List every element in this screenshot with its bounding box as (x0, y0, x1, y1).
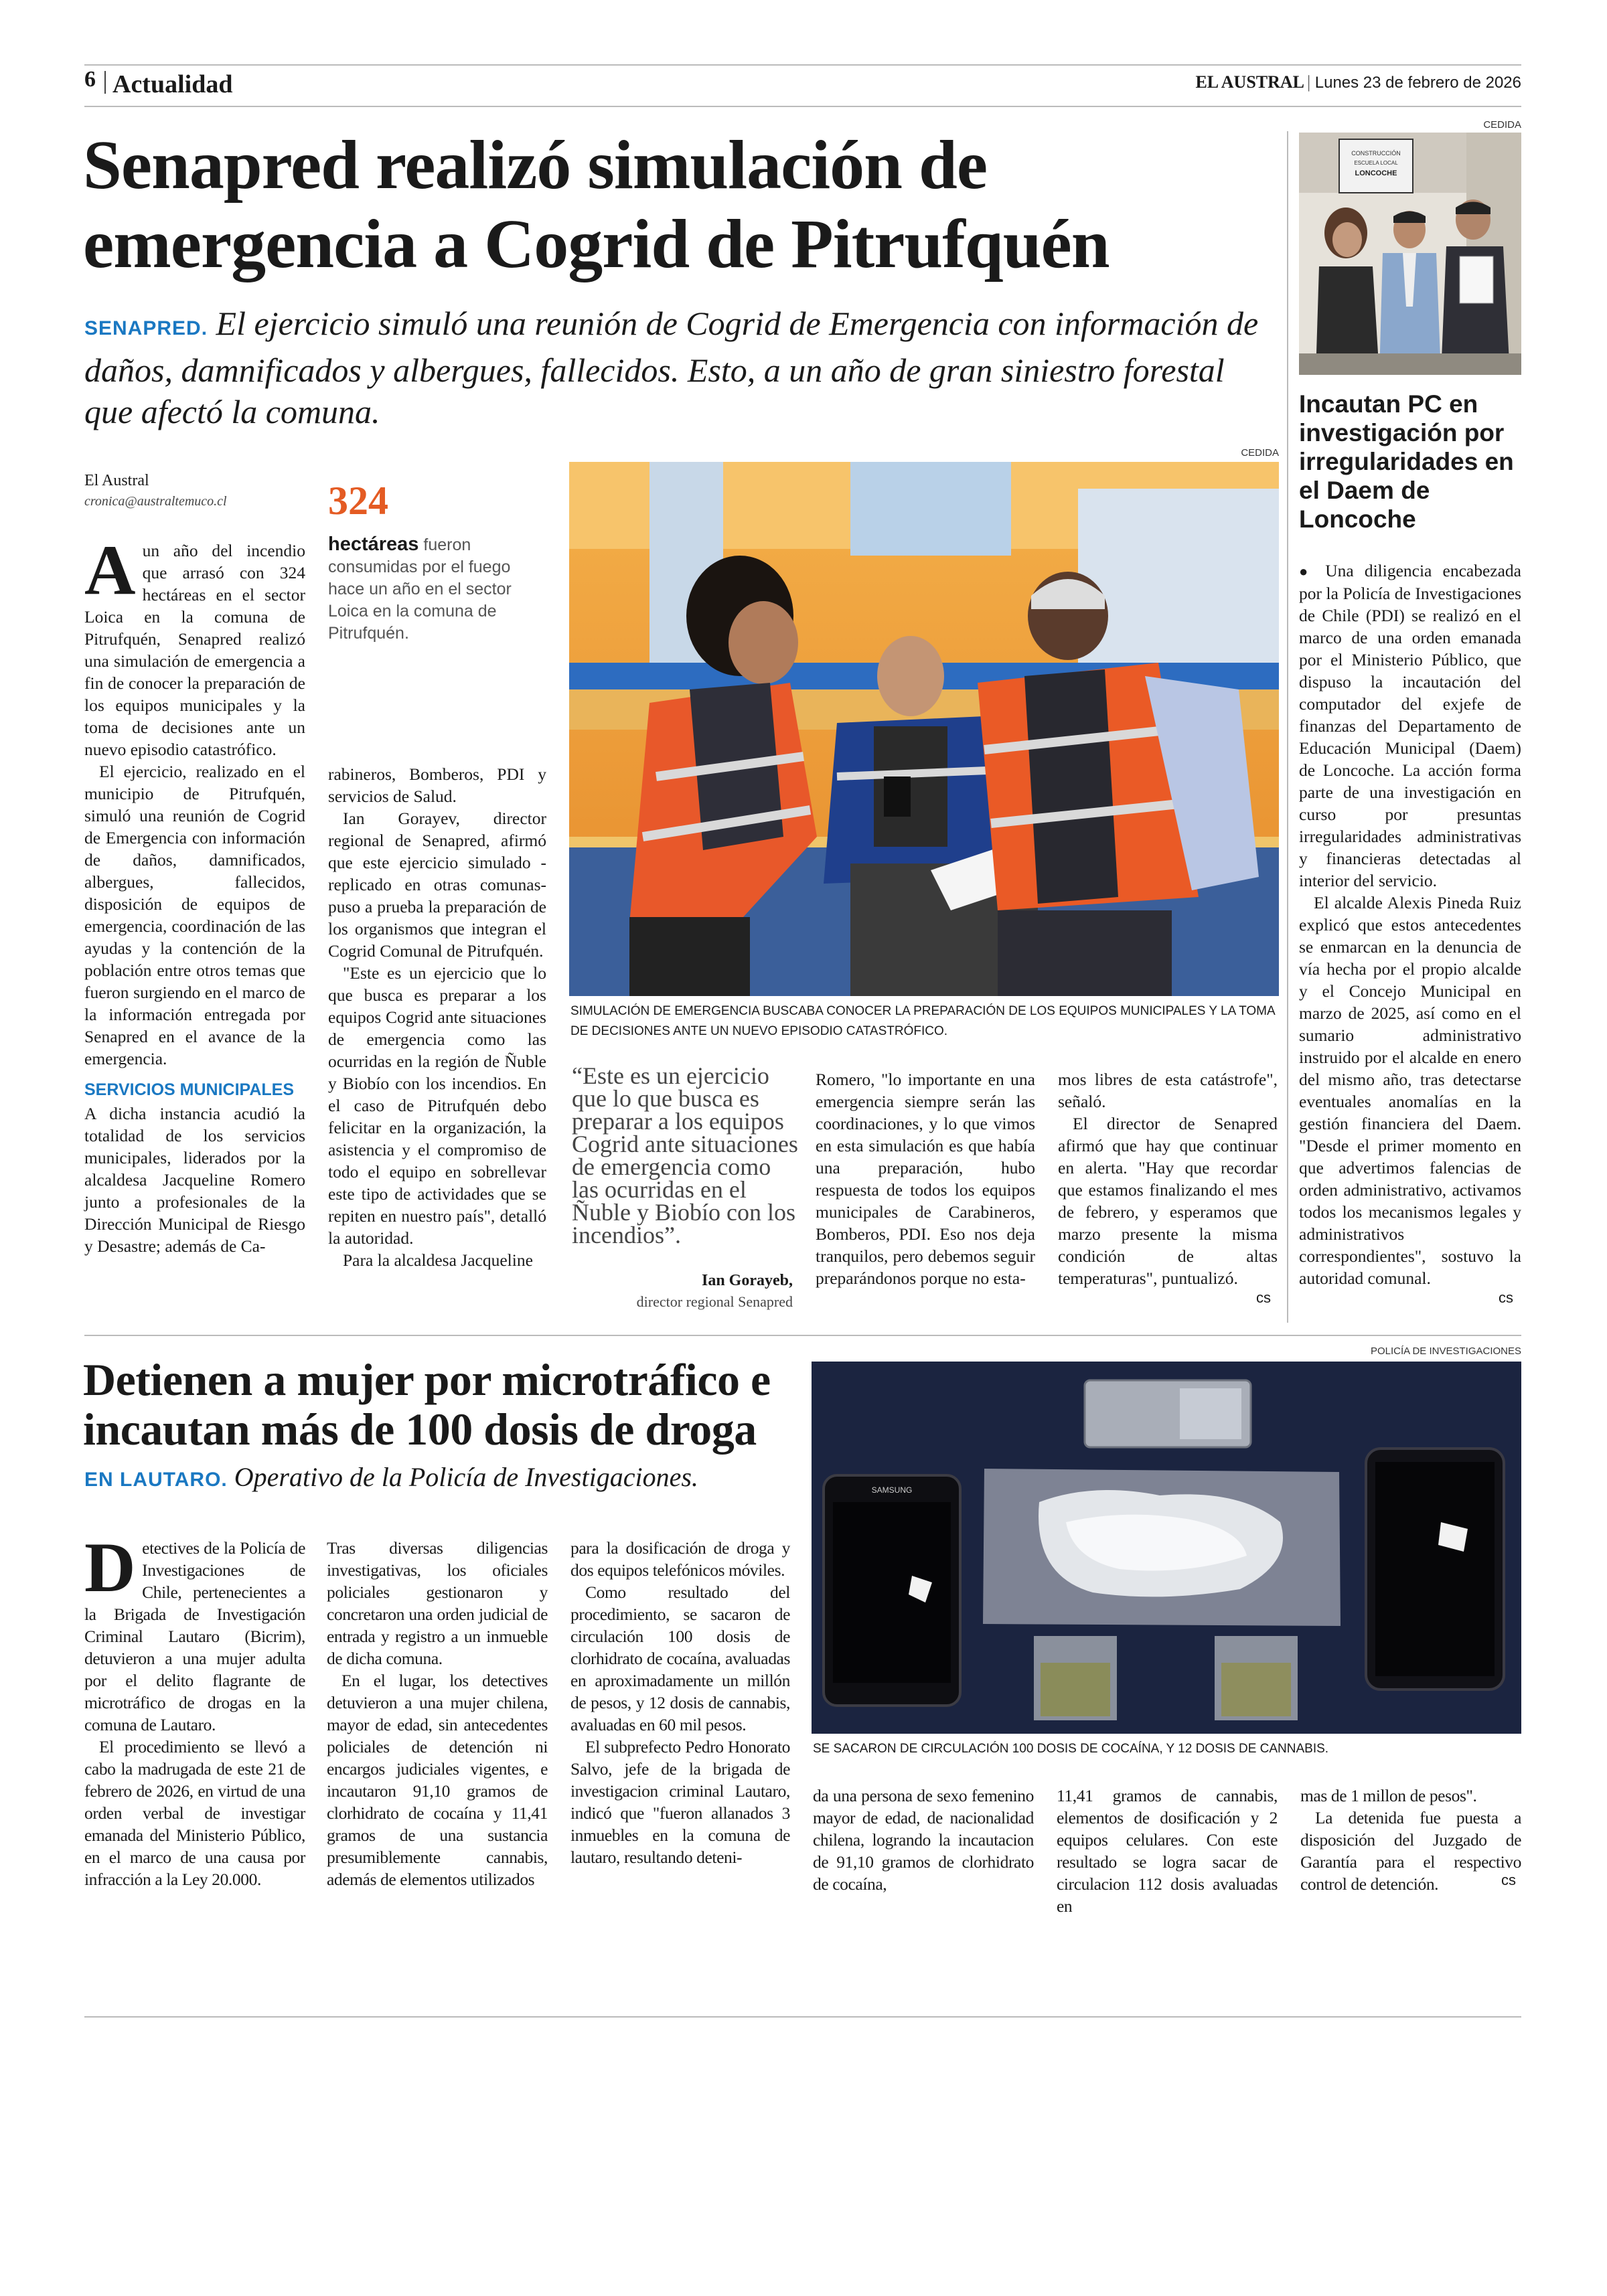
sign-line1: CONSTRUCCIÓN (1351, 150, 1401, 157)
article2-col3-p3: El subprefecto Pedro Honorato Salvo, jefe de la brigada de investigacion criminal Lautaro, indicó que "fueron allanados 3 inmuebles en la comuna de lautaro, resultando deteni- (570, 1737, 790, 1867)
article2-col5-p1: 11,41 gramos de cannabis, elementos de dosificación y 2 equipos celulares. Con este resultado se logra sacar de circulacion 112 dosis avaluadas en (1057, 1786, 1278, 1916)
seized-drugs-photo (812, 1362, 1521, 1734)
stat-text-block (328, 534, 544, 645)
article1-headline (83, 126, 1275, 284)
article2-col3-p2: Como resultado del procedimiento, se sacaron de circulación 100 dosis de clorhidrato de cocaína, avaluadas en aproximadamente un millón de pesos, y 12 dosis de cannabis, avaluadas en 60 mil pesos. (570, 1582, 790, 1734)
article2-col2-p2: En el lugar, los detectives detuvieron a una mujer chilena, mayor de edad, sin antecedentes policiales de detención ni encargos judiciales vigentes, e incautaron 91,10 gramos de clorhidrato de cocaína y 11,41 gramos de una sustancia presumiblemente cannabis, además de elementos utilizados (327, 1671, 548, 1889)
article1-col2-p4: Para la alcaldesa Jacqueline (343, 1250, 533, 1270)
stat-text: fueron consumidas por el fuego hace un año en el sector Loica en la comuna de Pitrufquén. (328, 536, 512, 643)
article2-photo (812, 1362, 1521, 1734)
sidebar-separator (1287, 131, 1288, 1323)
article2-headline (83, 1355, 806, 1454)
sidebar-end-mark: cs (1499, 1289, 1513, 1306)
article1-email: cronica@australtemuco.cl (84, 494, 227, 509)
article2-col4 (813, 1785, 1034, 1895)
article2-col1-p1: etectives de la Policía de Investigaciones de Chile, pertenecientes a la Brigada de Investigación Criminal Lautaro (Bicrim), detuvieron a una mujer adulta por el delito flagrante de microtráfico de drogas en la comuna de Lautaro. (84, 1538, 305, 1734)
sidebar-p1: Una diligencia encabezada por la Policía de Investigaciones de Chile (PDI) se realizó en el marco de una orden emanada por el Ministerio Público, que dispuso la incautación del computador del exjefe de finanzas del Departamento de Educación Municipal (Daem) de Loncoche. La acción forma parte de una investigación en curso por presuntas irregularidades administrativas y financieras detectadas al interior del servicio. (1299, 561, 1521, 890)
article1-subhead: SERVICIOS MUNICIPALES (84, 1080, 295, 1099)
article1-quote: “Este es un ejercicio que lo que busca es preparar a los equipos Cogrid ante situaciones de emergencia como las ocurridas en el Ñuble y Biobío con los incendios”. (572, 1062, 798, 1248)
page-number: 6 (84, 67, 96, 92)
page-bottom-rule (84, 2016, 1521, 2018)
header-top-rule (84, 64, 1521, 66)
article2-col2 (327, 1537, 548, 1890)
header-right: EL AUSTRAL | Lunes 23 de febrero de 2026 (1195, 72, 1521, 92)
loncoche-officials-photo (1299, 133, 1521, 375)
article2-col6 (1300, 1785, 1521, 1895)
article2-photo-credit: POLICÍA DE INVESTIGACIONES (1370, 1345, 1521, 1357)
article2-lead (84, 1461, 808, 1497)
header-divider (104, 71, 106, 94)
sidebar-headline: Incautan PC en investigación por irregularidades en el Daem de Loncoche (1299, 390, 1514, 533)
article1-col5-p2: El director de Senapred afirmó que hay que continuar en alerta. "Hay que recordar que estamos finalizando el mes de febrero, y esperamos que marzo presente la misma condición de altas temperaturas", puntualizó. (1058, 1114, 1278, 1288)
article2-col3 (570, 1537, 790, 1868)
article1-col2-p2: Ian Gorayev, director regional de Senapred, afirmó que este ejercicio simulado -replicado en otras comunas- puso a prueba la preparación de los organismos que integran el Cogrid Comunal de Pitrufquén. (328, 809, 546, 961)
article2-col6-p1: mas de 1 millon de pesos". (1300, 1786, 1477, 1805)
article2-col4-p1: da una persona de sexo femenino mayor de edad, de nacionalidad chilena, logrando la incautacion de 91,10 gramos de clorhidrato de cocaína, (813, 1786, 1034, 1894)
article2-dropcap: D (84, 1528, 136, 1607)
article1-quote-role: director regional Senapred (636, 1293, 793, 1310)
article1-quote-author: Ian Gorayeb, (701, 1272, 793, 1289)
stat-bold: hectáreas (328, 534, 419, 555)
sidebar-photo-credit: CEDIDA (1483, 119, 1521, 131)
article2-col6-p2: La detenida fue puesta a disposición del Juzgado de Garantía para el respectivo control de detención. (1300, 1808, 1521, 1894)
header-bottom-rule (84, 106, 1521, 107)
article1-headline-line2: emergencia a Cogrid de Pitrufquén (83, 206, 1109, 282)
phone-brand: SAMSUNG (871, 1485, 913, 1495)
article1-col4 (816, 1068, 1035, 1289)
section-name: Actualidad (112, 70, 233, 98)
article1-col5 (1058, 1068, 1278, 1289)
article2-lead-tag: EN LAUTARO. (84, 1469, 228, 1491)
article2-col1-p2: El procedimiento se llevó a cabo la madrugada de este 21 de febrero de 2026, en virtud de una orden verbal de investigar emanada del Ministerio Público, en el marco de una causa por infracción a la Ley 20.000. (84, 1737, 305, 1889)
article2-headline-line1: Detienen a mujer por microtráfico e (83, 1354, 771, 1405)
article1-lead (84, 303, 1263, 432)
article1-col2-p1: rabineros, Bomberos, PDI y servicios de Salud. (328, 764, 546, 806)
article2-caption: SE SACARON DE CIRCULACIÓN 100 DOSIS DE COCAÍNA, Y 12 DOSIS DE CANNABIS. (813, 1742, 1329, 1756)
sidebar-photo (1299, 133, 1521, 375)
article2-col5 (1057, 1785, 1278, 1917)
article1-col5-p1: mos libres de esta catástrofe", señaló. (1058, 1070, 1278, 1111)
article1-headline-line1: Senapred realizó simulación de (83, 127, 987, 203)
article1-col1 (84, 531, 305, 1257)
article1-end-mark: cs (1256, 1289, 1271, 1306)
emergency-meeting-photo (569, 462, 1279, 996)
article1-col4-p1: Romero, "lo importante en una emergencia siempre serán las coordinaciones, y lo que vimos en esta simulación es que había una preparación, hubo respuesta de todos los equipos municipales de Carabineros, Bomberos, PDI. Eso nos deja tranquilos, pero debemos seguir preparándonos porque no esta- (816, 1070, 1035, 1288)
article1-col1-p2: El ejercicio, realizado en el municipio de Pitrufquén, simuló una reunión de Cogrid de Emergencia con información de daños, damnificados, albergues, fallecidos, disposición de equipos de emergencia, coordinación de las ayudas y la contención de la población entre otros temas que fueron surgiendo en el marco de la información entregada por Senapred en el avance de la emergencia. (84, 762, 305, 1068)
publication-date: Lunes 23 de febrero de 2026 (1314, 74, 1521, 92)
article2-headline-line2: incautan más de 100 dosis de droga (83, 1404, 757, 1455)
article1-photo-credit: CEDIDA (1241, 447, 1279, 459)
stat-number: 324 (328, 479, 388, 523)
article1-col2 (328, 763, 546, 1271)
sign-line2: ESCUELA LOCAL (1354, 160, 1398, 166)
sidebar-body (1299, 560, 1521, 1289)
bullet-icon: ● (1299, 563, 1315, 580)
article1-author: El Austral (84, 472, 149, 489)
article1-caption: SIMULACIÓN DE EMERGENCIA BUSCABA CONOCER LA PREPARACIÓN DE LOS EQUIPOS MUNICIPALES Y LA TOMA DE DECISIONES ANTE UN NUEVO EPISODIO CATASTRÓFICO. (570, 1004, 1275, 1038)
article2-end-mark: cs (1501, 1872, 1516, 1888)
article2-col2-p1: Tras diversas diligencias investigativas, los oficiales policiales gestionaron y concretaron una orden judicial de entrada y registro a un inmueble de dicha comuna. (327, 1538, 548, 1668)
article1-col2-p3: "Este es un ejercicio que lo que busca es preparar a los equipos Cogrid ante situaciones de emergencia como las ocurridas en la región de Ñuble y Biobío con los incendios. En el caso de Pitrufquén debo felicitar en la organización, la asistencia y el compromiso de todo el equipo en sobrellevar este tipo de actividades que se repiten en nuestro país", detalló la autoridad. (328, 963, 546, 1248)
sidebar-p2: El alcalde Alexis Pineda Ruiz explicó que estos antecedentes se enmarcan en la denuncia de vía hecha por el propio alcalde y el Concejo Municipal en marzo de 2025, así como en el sumario administrativo instruido por el alcalde en enero del mismo año, tras detectarse eventuales anomalías en la gestión financiera del Daem. "Desde el primer momento en que advertimos falencias de orden administrativo, activamos todos los mecanismos legales y administrativos correspondientes", sostuvo la autoridad comunal. (1299, 893, 1521, 1288)
article1-dropcap: A (84, 531, 136, 609)
article1-lead-tag: SENAPRED. (84, 317, 208, 339)
article2-lead-text: Operativo de la Policía de Investigaciones. (227, 1462, 698, 1492)
article1-photo (569, 462, 1279, 996)
article1-col1-p1: un año del incendio que arrasó con 324 hectáreas en el sector Loica en la comuna de Pitrufquén, Senapred realizó una simulación de emergencia a fin de conocer la preparación de los equipos municipales y la toma de decisiones ante un nuevo episodio catastrófico. (84, 541, 305, 759)
article2-col3-p1: para la dosificación de droga y dos equipos telefónicos móviles. (570, 1538, 790, 1580)
article1-lead-text: El ejercicio simuló una reunión de Cogrid de Emergencia con información de daños, damnificados y albergues, fallecidos. Esto, a un año de gran siniestro forestal que afectó la comuna. (84, 305, 1259, 430)
article2-col1 (84, 1528, 305, 1890)
publication-name: EL AUSTRAL (1195, 72, 1305, 92)
article-separator (84, 1335, 1521, 1336)
sign-line3: LONCOCHE (1355, 169, 1397, 177)
article1-col1-p3: A dicha instancia acudió la totalidad de los servicios municipales, liderados por la alcaldesa Jacqueline Romero junto a profesionales de la Dirección Municipal de Riesgo y Desastre; además de Ca- (84, 1104, 305, 1256)
